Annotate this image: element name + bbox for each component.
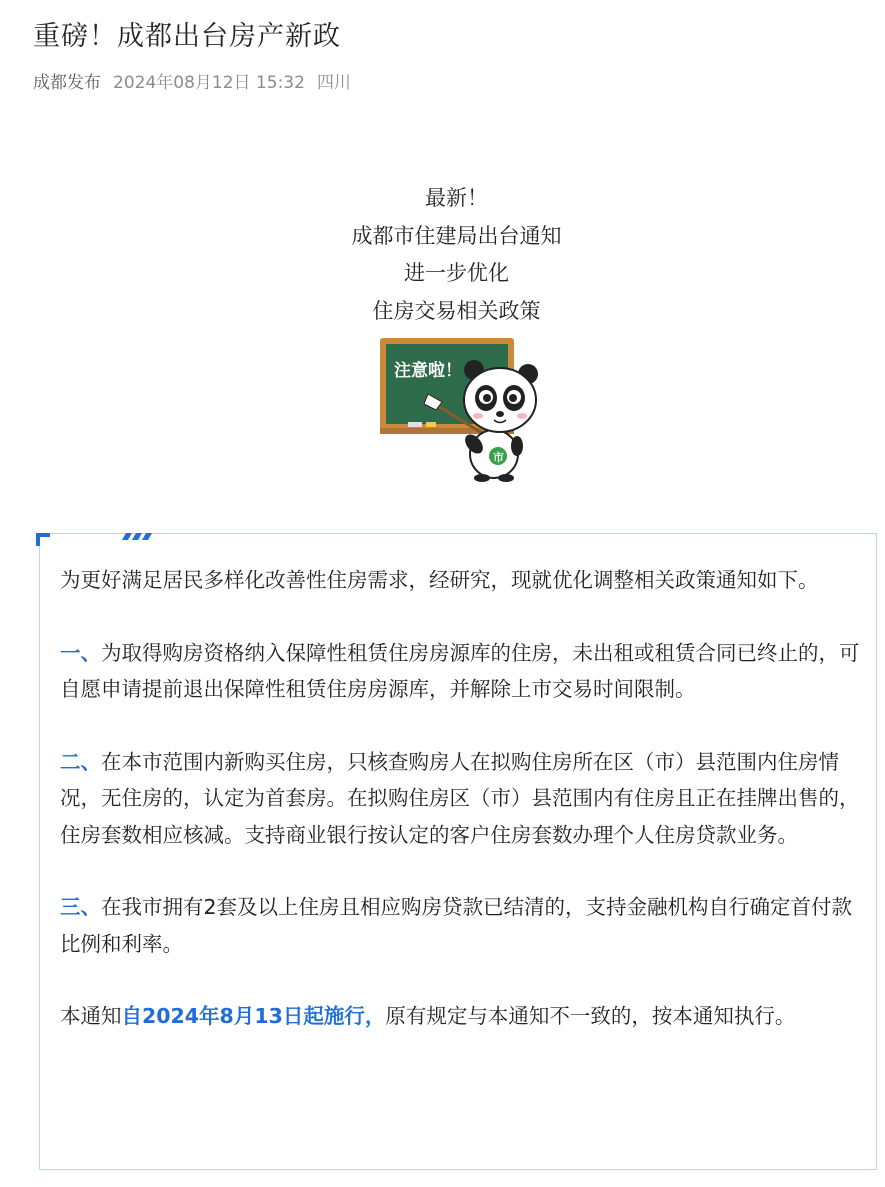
panda-chalkboard-illustration (378, 336, 543, 482)
panda-chalkboard-image (378, 336, 543, 482)
intro-line: 成都市住建局出台通知 (351, 223, 562, 248)
policy-content (60, 562, 860, 1071)
policy-item-1 (60, 635, 860, 708)
closing-suffix: 原有规定与本通知不一致的，按本通知执行。 (385, 1004, 796, 1028)
item-text: 在我市拥有2套及以上住房且相应购房贷款已结清的，支持金融机构自行确定首付款比例和利率。 (60, 895, 853, 956)
intro-line: 进一步优化 (404, 261, 509, 285)
item-marker: 三、 (60, 895, 101, 919)
panel-corner-decoration (36, 530, 156, 546)
board-text: 注意啦！ (394, 361, 462, 381)
publish-location: 四川 (316, 73, 351, 93)
article-title: 重磅！成都出台房产新政 (33, 21, 341, 52)
lead-paragraph: 为更好满足居民多样化改善性住房需求，经研究，现就优化调整相关政策通知如下。 (60, 568, 819, 592)
article-meta (33, 68, 351, 93)
closing-prefix: 本通知 (60, 1004, 122, 1028)
item-marker: 一、 (60, 640, 101, 665)
intro-line: 住房交易相关政策 (372, 298, 541, 323)
badge-text: 市 (493, 451, 504, 464)
item-text: 为取得购房资格纳入保障性租赁住房房源库的住房，未出租或租赁合同已终止的，可自愿申请提前退出保障性租赁住房房源库，并解除上市交易时间限制。 (60, 640, 860, 701)
item-marker: 二、 (60, 749, 101, 774)
closing-paragraph (60, 998, 860, 1035)
policy-item-3 (60, 889, 860, 962)
author-name[interactable]: 成都发布 (33, 73, 101, 93)
intro-line: 最新！ (425, 186, 488, 210)
item-text: 在本市范围内新购买住房，只核查购房人在拟购住房所在区（市）县范围内住房情况，无住房的，认定为首套房。在拟购住房区（市）县范围内有住房且正在挂牌出售的，住房套数相应核减。支持商业银行按认定的客户住房套数办理个人住房贷款业务。 (60, 749, 860, 847)
intro-block (0, 180, 885, 330)
effective-date-highlight: 自2024年8月13日起施行， (121, 1004, 386, 1028)
policy-item-2 (60, 744, 860, 854)
publish-datetime: 2024年08月12日 15:32 (113, 73, 305, 93)
